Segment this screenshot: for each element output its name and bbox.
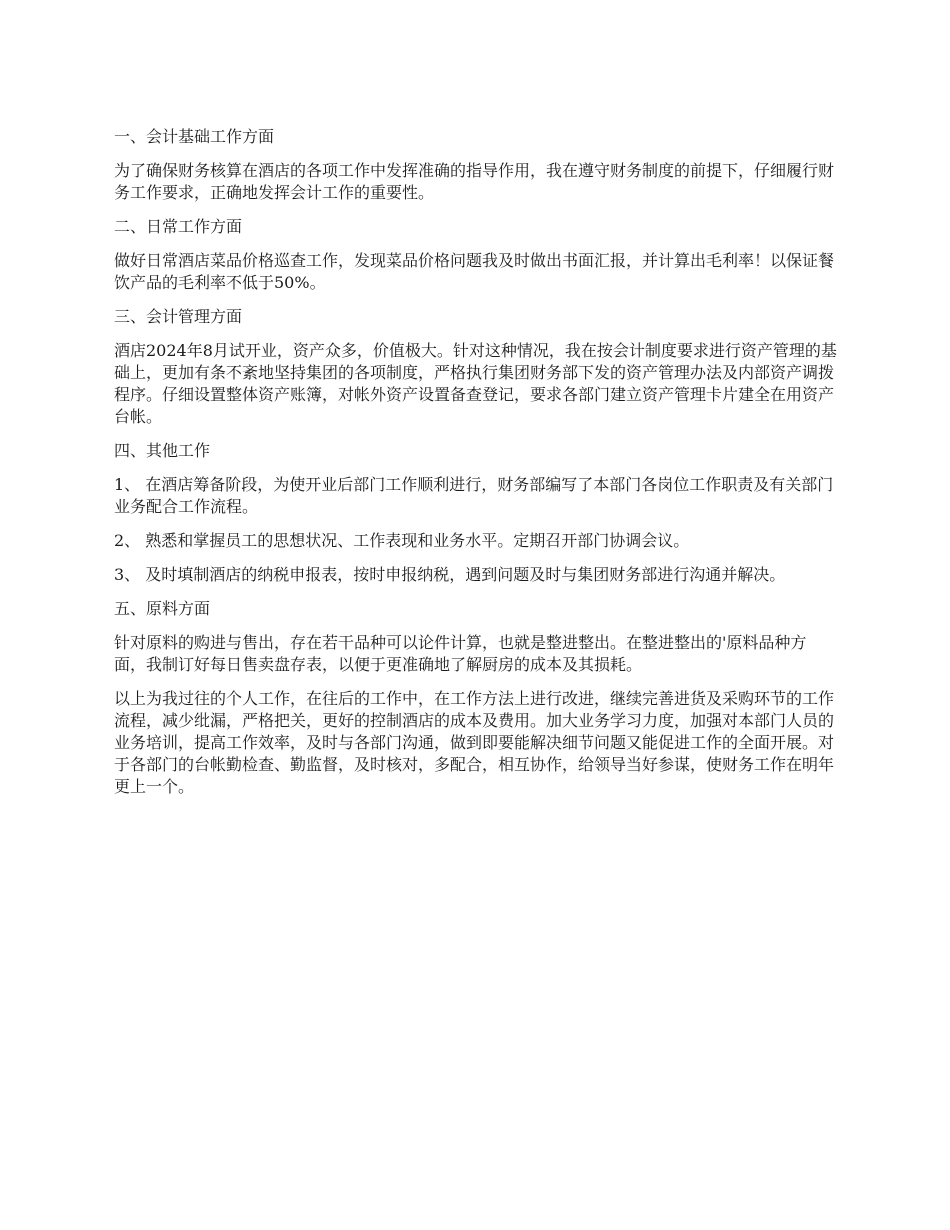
paragraph-accounting-management: 酒店2024年8月试开业，资产众多，价值极大。针对这种情况，我在按会计制度要求进行资产管理的基础上，更加有条不紊地坚持集团的各项制度，严格执行集团财务部下发的资产管理办法及内部资产调拨程序。仔细设置整体资产账簿，对帐外资产设置备查登记，要求各部门建立资产管理卡片建全在用资产台帐。 [114, 341, 837, 426]
paragraph-other-work-3: 3、 及时填制酒店的纳税申报表，按时申报纳税，遇到问题及时与集团财务部进行沟通并解决。 [114, 565, 786, 584]
paragraph-raw-materials: 针对原料的购进与售出，存在若干品种可以论件计算，也就是整进整出。在整进整出的'原料品种方面，我制订好每日售卖盘存表，以便于更准确地了解厨房的成本及其损耗。 [114, 633, 807, 674]
paragraph-daily-work: 做好日常酒店菜品价格巡查工作，发现菜品价格问题我及时做出书面汇报，并计算出毛利率！以保证餐饮产品的毛利率不低于50%。 [114, 251, 835, 292]
paragraph-other-work-2: 2、 熟悉和掌握员工的思想状况、工作表现和业务水平。定期召开部门协调会议。 [114, 531, 690, 550]
section-heading-raw-materials: 五、原料方面 [114, 599, 211, 618]
paragraph-other-work-1: 1、 在酒店筹备阶段，为使开业后部门工作顺利进行，财务部编写了本部门各岗位工作职责及有关部门业务配合工作流程。 [114, 475, 834, 516]
section-heading-daily-work: 二、日常工作方面 [114, 217, 243, 236]
document-body [114, 126, 838, 810]
paragraph-accounting-basics: 为了确保财务核算在酒店的各项工作中发挥准确的指导作用，我在遵守财务制度的前提下，仔细履行财务工作要求，正确地发挥会计工作的重要性。 [114, 161, 835, 202]
paragraph-conclusion: 以上为我过往的个人工作，在往后的工作中，在工作方法上进行改进，继续完善进货及采购环节的工作流程，减少纰漏，严格把关，更好的控制酒店的成本及费用。加大业务学习力度，加强对本部门人员的业务培训，提高工作效率，及时与各部门沟通，做到即要能解决细节问题又能促进工作的全面开展。对于各部门的台帐勤检查、勤监督，及时核对，多配合，相互协作，给领导当好参谋，使财务工作在明年更上一个。 [114, 689, 835, 796]
section-heading-other-work: 四、其他工作 [114, 441, 211, 460]
section-heading-accounting-management: 三、会计管理方面 [114, 307, 243, 326]
section-heading-accounting-basics: 一、会计基础工作方面 [114, 127, 275, 146]
